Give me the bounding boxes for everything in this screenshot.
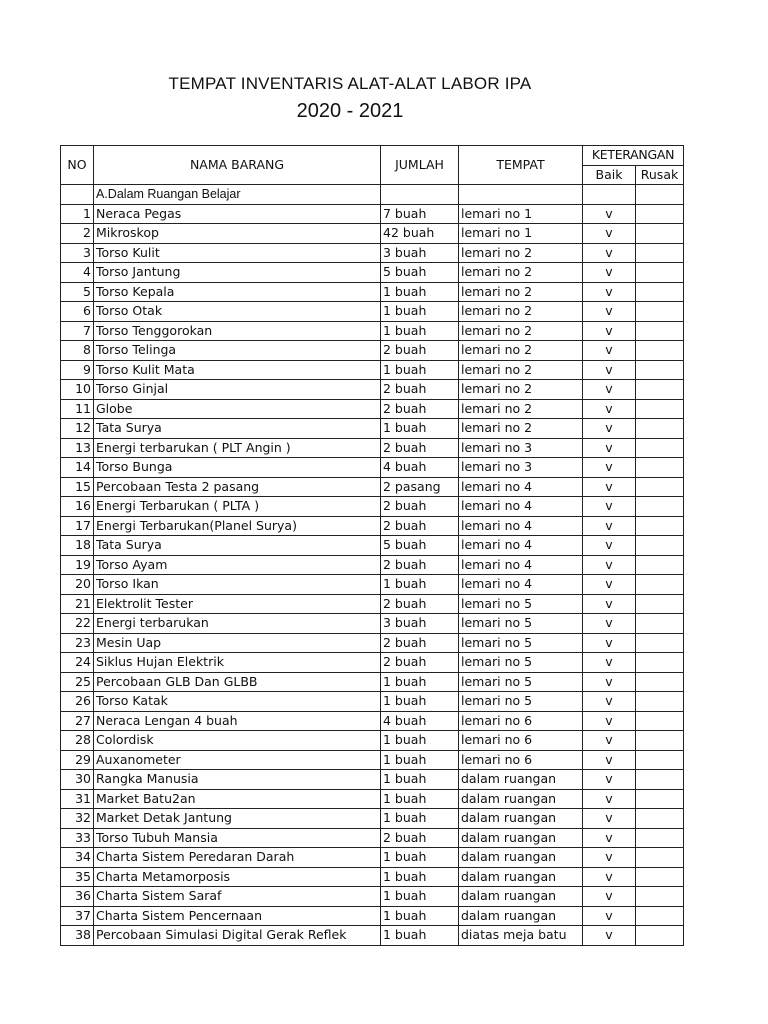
location-cell: lemari no 2: [459, 399, 583, 419]
row-number-cell: 24: [61, 653, 94, 673]
table-row: [61, 282, 684, 302]
quantity-cell: 1 buah: [381, 575, 459, 595]
header-baik: Baik: [583, 165, 636, 185]
item-name-cell: Percobaan Testa 2 pasang: [94, 477, 381, 497]
condition-damaged-cell: [636, 302, 684, 322]
condition-damaged-cell: [636, 614, 684, 634]
condition-damaged-cell: [636, 848, 684, 868]
header-rusak: Rusak: [636, 165, 684, 185]
item-name-cell: Neraca Pegas: [94, 204, 381, 224]
quantity-cell: 1 buah: [381, 789, 459, 809]
location-cell: dalam ruangan: [459, 867, 583, 887]
quantity-cell: 1 buah: [381, 887, 459, 907]
condition-good-cell: v: [583, 672, 636, 692]
quantity-cell: 1 buah: [381, 282, 459, 302]
table-row: [61, 458, 684, 478]
condition-damaged-cell: [636, 711, 684, 731]
item-name-cell: Auxanometer: [94, 750, 381, 770]
condition-good-cell: v: [583, 438, 636, 458]
item-name-cell: Colordisk: [94, 731, 381, 751]
condition-damaged-cell: [636, 926, 684, 946]
row-number-cell: 10: [61, 380, 94, 400]
item-name-cell: Energi Terbarukan(Planel Surya): [94, 516, 381, 536]
table-row: [61, 926, 684, 946]
quantity-cell: 1 buah: [381, 848, 459, 868]
condition-good-cell: v: [583, 224, 636, 244]
location-cell: lemari no 2: [459, 302, 583, 322]
location-cell: lemari no 1: [459, 224, 583, 244]
table-row: [61, 711, 684, 731]
condition-damaged-cell: [636, 516, 684, 536]
location-cell: lemari no 2: [459, 341, 583, 361]
quantity-cell: 1 buah: [381, 419, 459, 439]
condition-damaged-cell: [636, 458, 684, 478]
location-cell: lemari no 5: [459, 653, 583, 673]
quantity-cell: 5 buah: [381, 263, 459, 283]
condition-damaged-cell: [636, 789, 684, 809]
item-name-cell: Torso Kepala: [94, 282, 381, 302]
row-number-cell: 29: [61, 750, 94, 770]
condition-damaged-cell: [636, 887, 684, 907]
condition-damaged-cell: [636, 828, 684, 848]
table-row: [61, 731, 684, 751]
item-name-cell: Charta Sistem Peredaran Darah: [94, 848, 381, 868]
condition-good-cell: v: [583, 848, 636, 868]
item-name-cell: Market Detak Jantung: [94, 809, 381, 829]
condition-good-cell: v: [583, 828, 636, 848]
table-row: [61, 399, 684, 419]
table-body: [61, 185, 684, 946]
quantity-cell: 2 buah: [381, 555, 459, 575]
condition-good-cell: v: [583, 614, 636, 634]
condition-good-cell: v: [583, 263, 636, 283]
inventory-table: [60, 145, 684, 946]
quantity-cell: 1 buah: [381, 867, 459, 887]
condition-damaged-cell: [636, 692, 684, 712]
item-name-cell: Torso Ginjal: [94, 380, 381, 400]
item-name-cell: Mesin Uap: [94, 633, 381, 653]
condition-good-cell: v: [583, 575, 636, 595]
item-name-cell: Charta Sistem Saraf: [94, 887, 381, 907]
table-row: [61, 594, 684, 614]
item-name-cell: Energi terbarukan ( PLT Angin ): [94, 438, 381, 458]
quantity-cell: 1 buah: [381, 809, 459, 829]
condition-good-cell: v: [583, 321, 636, 341]
row-number-cell: 17: [61, 516, 94, 536]
table-row: [61, 497, 684, 517]
section-no-cell: [61, 185, 94, 205]
item-name-cell: Torso Tubuh Mansia: [94, 828, 381, 848]
row-number-cell: 27: [61, 711, 94, 731]
quantity-cell: 1 buah: [381, 360, 459, 380]
quantity-cell: 2 buah: [381, 516, 459, 536]
condition-good-cell: v: [583, 458, 636, 478]
item-name-cell: Torso Kulit: [94, 243, 381, 263]
row-number-cell: 25: [61, 672, 94, 692]
table-row: [61, 536, 684, 556]
condition-damaged-cell: [636, 399, 684, 419]
condition-good-cell: v: [583, 516, 636, 536]
quantity-cell: 1 buah: [381, 302, 459, 322]
condition-damaged-cell: [636, 282, 684, 302]
location-cell: dalam ruangan: [459, 848, 583, 868]
item-name-cell: Energi terbarukan: [94, 614, 381, 634]
row-number-cell: 9: [61, 360, 94, 380]
row-number-cell: 12: [61, 419, 94, 439]
condition-good-cell: v: [583, 399, 636, 419]
table-row: [61, 263, 684, 283]
table-row: [61, 243, 684, 263]
row-number-cell: 21: [61, 594, 94, 614]
condition-damaged-cell: [636, 477, 684, 497]
location-cell: lemari no 5: [459, 672, 583, 692]
condition-good-cell: v: [583, 282, 636, 302]
row-number-cell: 23: [61, 633, 94, 653]
condition-damaged-cell: [636, 204, 684, 224]
row-number-cell: 32: [61, 809, 94, 829]
table-row: [61, 848, 684, 868]
item-name-cell: Torso Kulit Mata: [94, 360, 381, 380]
row-number-cell: 26: [61, 692, 94, 712]
condition-damaged-cell: [636, 419, 684, 439]
condition-damaged-cell: [636, 594, 684, 614]
location-cell: lemari no 4: [459, 516, 583, 536]
location-cell: lemari no 2: [459, 360, 583, 380]
condition-damaged-cell: [636, 497, 684, 517]
row-number-cell: 30: [61, 770, 94, 790]
location-cell: lemari no 2: [459, 263, 583, 283]
condition-damaged-cell: [636, 750, 684, 770]
quantity-cell: 2 buah: [381, 633, 459, 653]
condition-good-cell: v: [583, 926, 636, 946]
condition-good-cell: v: [583, 906, 636, 926]
row-number-cell: 33: [61, 828, 94, 848]
row-number-cell: 35: [61, 867, 94, 887]
condition-good-cell: v: [583, 770, 636, 790]
row-number-cell: 19: [61, 555, 94, 575]
quantity-cell: 1 buah: [381, 321, 459, 341]
row-number-cell: 36: [61, 887, 94, 907]
section-title: A.Dalam Ruangan Belajar: [94, 185, 381, 205]
row-number-cell: 2: [61, 224, 94, 244]
condition-damaged-cell: [636, 633, 684, 653]
quantity-cell: 1 buah: [381, 926, 459, 946]
header-jumlah: JUMLAH: [381, 146, 459, 185]
quantity-cell: 1 buah: [381, 750, 459, 770]
condition-damaged-cell: [636, 809, 684, 829]
document-subtitle: 2020 - 2021: [296, 100, 404, 122]
location-cell: lemari no 4: [459, 555, 583, 575]
condition-damaged-cell: [636, 672, 684, 692]
table-row: [61, 809, 684, 829]
location-cell: lemari no 4: [459, 575, 583, 595]
item-name-cell: Charta Metamorposis: [94, 867, 381, 887]
condition-damaged-cell: [636, 575, 684, 595]
condition-damaged-cell: [636, 731, 684, 751]
condition-good-cell: v: [583, 653, 636, 673]
header-no: NO: [61, 146, 94, 185]
row-number-cell: 1: [61, 204, 94, 224]
quantity-cell: 1 buah: [381, 906, 459, 926]
condition-damaged-cell: [636, 867, 684, 887]
table-row: [61, 438, 684, 458]
condition-good-cell: v: [583, 789, 636, 809]
quantity-cell: 4 buah: [381, 458, 459, 478]
item-name-cell: Torso Ikan: [94, 575, 381, 595]
condition-good-cell: v: [583, 243, 636, 263]
quantity-cell: 2 buah: [381, 653, 459, 673]
quantity-cell: 2 pasang: [381, 477, 459, 497]
table-row: [61, 204, 684, 224]
section-empty-cell: [459, 185, 583, 205]
quantity-cell: 2 buah: [381, 438, 459, 458]
condition-good-cell: v: [583, 380, 636, 400]
item-name-cell: Percobaan GLB Dan GLBB: [94, 672, 381, 692]
condition-damaged-cell: [636, 321, 684, 341]
quantity-cell: 1 buah: [381, 770, 459, 790]
item-name-cell: Torso Katak: [94, 692, 381, 712]
condition-damaged-cell: [636, 380, 684, 400]
condition-good-cell: v: [583, 204, 636, 224]
table-row: [61, 906, 684, 926]
table-row: [61, 887, 684, 907]
condition-good-cell: v: [583, 360, 636, 380]
row-number-cell: 14: [61, 458, 94, 478]
item-name-cell: Torso Otak: [94, 302, 381, 322]
quantity-cell: 2 buah: [381, 594, 459, 614]
table-row: [61, 692, 684, 712]
quantity-cell: 4 buah: [381, 711, 459, 731]
location-cell: lemari no 2: [459, 282, 583, 302]
condition-good-cell: v: [583, 887, 636, 907]
item-name-cell: Mikroskop: [94, 224, 381, 244]
condition-good-cell: v: [583, 555, 636, 575]
location-cell: lemari no 1: [459, 204, 583, 224]
item-name-cell: Percobaan Simulasi Digital Gerak Reflek: [94, 926, 381, 946]
item-name-cell: Market Batu2an: [94, 789, 381, 809]
table-row: [61, 789, 684, 809]
condition-damaged-cell: [636, 906, 684, 926]
table-row: [61, 360, 684, 380]
table-row: [61, 770, 684, 790]
document-title: TEMPAT INVENTARIS ALAT-ALAT LABOR IPA: [168, 74, 532, 93]
condition-good-cell: v: [583, 477, 636, 497]
header-nama-barang: NAMA BARANG: [94, 146, 381, 185]
table-row: [61, 516, 684, 536]
location-cell: dalam ruangan: [459, 809, 583, 829]
header-tempat: TEMPAT: [459, 146, 583, 185]
item-name-cell: Neraca Lengan 4 buah: [94, 711, 381, 731]
condition-good-cell: v: [583, 633, 636, 653]
table-row: [61, 633, 684, 653]
item-name-cell: Tata Surya: [94, 419, 381, 439]
row-number-cell: 34: [61, 848, 94, 868]
location-cell: lemari no 6: [459, 750, 583, 770]
quantity-cell: 2 buah: [381, 380, 459, 400]
item-name-cell: Torso Telinga: [94, 341, 381, 361]
condition-good-cell: v: [583, 497, 636, 517]
condition-damaged-cell: [636, 438, 684, 458]
item-name-cell: Charta Sistem Pencernaan: [94, 906, 381, 926]
table-header: [61, 146, 684, 185]
row-number-cell: 3: [61, 243, 94, 263]
quantity-cell: 1 buah: [381, 672, 459, 692]
quantity-cell: 42 buah: [381, 224, 459, 244]
row-number-cell: 7: [61, 321, 94, 341]
location-cell: lemari no 5: [459, 594, 583, 614]
quantity-cell: 1 buah: [381, 731, 459, 751]
condition-good-cell: v: [583, 867, 636, 887]
item-name-cell: Siklus Hujan Elektrik: [94, 653, 381, 673]
quantity-cell: 2 buah: [381, 341, 459, 361]
section-empty-cell: [381, 185, 459, 205]
row-number-cell: 37: [61, 906, 94, 926]
location-cell: lemari no 2: [459, 380, 583, 400]
location-cell: lemari no 4: [459, 477, 583, 497]
location-cell: dalam ruangan: [459, 828, 583, 848]
item-name-cell: Energi Terbarukan ( PLTA ): [94, 497, 381, 517]
quantity-cell: 2 buah: [381, 828, 459, 848]
location-cell: lemari no 6: [459, 711, 583, 731]
condition-good-cell: v: [583, 594, 636, 614]
location-cell: lemari no 6: [459, 731, 583, 751]
table-row: [61, 555, 684, 575]
condition-good-cell: v: [583, 341, 636, 361]
location-cell: dalam ruangan: [459, 789, 583, 809]
quantity-cell: 7 buah: [381, 204, 459, 224]
table-row: [61, 380, 684, 400]
location-cell: dalam ruangan: [459, 770, 583, 790]
row-number-cell: 8: [61, 341, 94, 361]
location-cell: lemari no 4: [459, 536, 583, 556]
condition-damaged-cell: [636, 224, 684, 244]
location-cell: lemari no 3: [459, 438, 583, 458]
table-row: [61, 321, 684, 341]
section-empty-cell: [583, 185, 636, 205]
item-name-cell: Tata Surya: [94, 536, 381, 556]
quantity-cell: 2 buah: [381, 399, 459, 419]
condition-damaged-cell: [636, 341, 684, 361]
table-row: [61, 224, 684, 244]
row-number-cell: 38: [61, 926, 94, 946]
table-row: [61, 341, 684, 361]
table-row: [61, 419, 684, 439]
quantity-cell: 2 buah: [381, 497, 459, 517]
table-row: [61, 672, 684, 692]
table-row: [61, 867, 684, 887]
row-number-cell: 4: [61, 263, 94, 283]
table-row: [61, 750, 684, 770]
item-name-cell: Torso Ayam: [94, 555, 381, 575]
item-name-cell: Elektrolit Tester: [94, 594, 381, 614]
location-cell: lemari no 2: [459, 419, 583, 439]
section-row: [61, 185, 684, 205]
row-number-cell: 22: [61, 614, 94, 634]
condition-damaged-cell: [636, 770, 684, 790]
location-cell: diatas meja batu: [459, 926, 583, 946]
row-number-cell: 18: [61, 536, 94, 556]
quantity-cell: 5 buah: [381, 536, 459, 556]
location-cell: lemari no 3: [459, 458, 583, 478]
row-number-cell: 11: [61, 399, 94, 419]
condition-damaged-cell: [636, 555, 684, 575]
table-row: [61, 302, 684, 322]
location-cell: lemari no 5: [459, 633, 583, 653]
row-number-cell: 16: [61, 497, 94, 517]
location-cell: dalam ruangan: [459, 887, 583, 907]
header-keterangan: KETERANGAN: [583, 146, 684, 166]
location-cell: lemari no 5: [459, 614, 583, 634]
row-number-cell: 13: [61, 438, 94, 458]
row-number-cell: 5: [61, 282, 94, 302]
item-name-cell: Torso Jantung: [94, 263, 381, 283]
condition-good-cell: v: [583, 750, 636, 770]
item-name-cell: Torso Bunga: [94, 458, 381, 478]
header-row: [61, 146, 684, 166]
item-name-cell: Rangka Manusia: [94, 770, 381, 790]
condition-good-cell: v: [583, 809, 636, 829]
condition-damaged-cell: [636, 243, 684, 263]
row-number-cell: 15: [61, 477, 94, 497]
condition-damaged-cell: [636, 263, 684, 283]
section-empty-cell: [636, 185, 684, 205]
row-number-cell: 28: [61, 731, 94, 751]
location-cell: lemari no 2: [459, 243, 583, 263]
location-cell: lemari no 4: [459, 497, 583, 517]
table-row: [61, 575, 684, 595]
row-number-cell: 20: [61, 575, 94, 595]
table-row: [61, 653, 684, 673]
condition-damaged-cell: [636, 536, 684, 556]
row-number-cell: 31: [61, 789, 94, 809]
condition-good-cell: v: [583, 302, 636, 322]
item-name-cell: Torso Tenggorokan: [94, 321, 381, 341]
row-number-cell: 6: [61, 302, 94, 322]
condition-good-cell: v: [583, 711, 636, 731]
location-cell: lemari no 5: [459, 692, 583, 712]
location-cell: lemari no 2: [459, 321, 583, 341]
condition-good-cell: v: [583, 692, 636, 712]
table-row: [61, 828, 684, 848]
table-row: [61, 614, 684, 634]
quantity-cell: 3 buah: [381, 614, 459, 634]
table-row: [61, 477, 684, 497]
item-name-cell: Globe: [94, 399, 381, 419]
condition-good-cell: v: [583, 731, 636, 751]
condition-damaged-cell: [636, 360, 684, 380]
condition-good-cell: v: [583, 419, 636, 439]
quantity-cell: 3 buah: [381, 243, 459, 263]
condition-damaged-cell: [636, 653, 684, 673]
location-cell: dalam ruangan: [459, 906, 583, 926]
condition-good-cell: v: [583, 536, 636, 556]
quantity-cell: 1 buah: [381, 692, 459, 712]
